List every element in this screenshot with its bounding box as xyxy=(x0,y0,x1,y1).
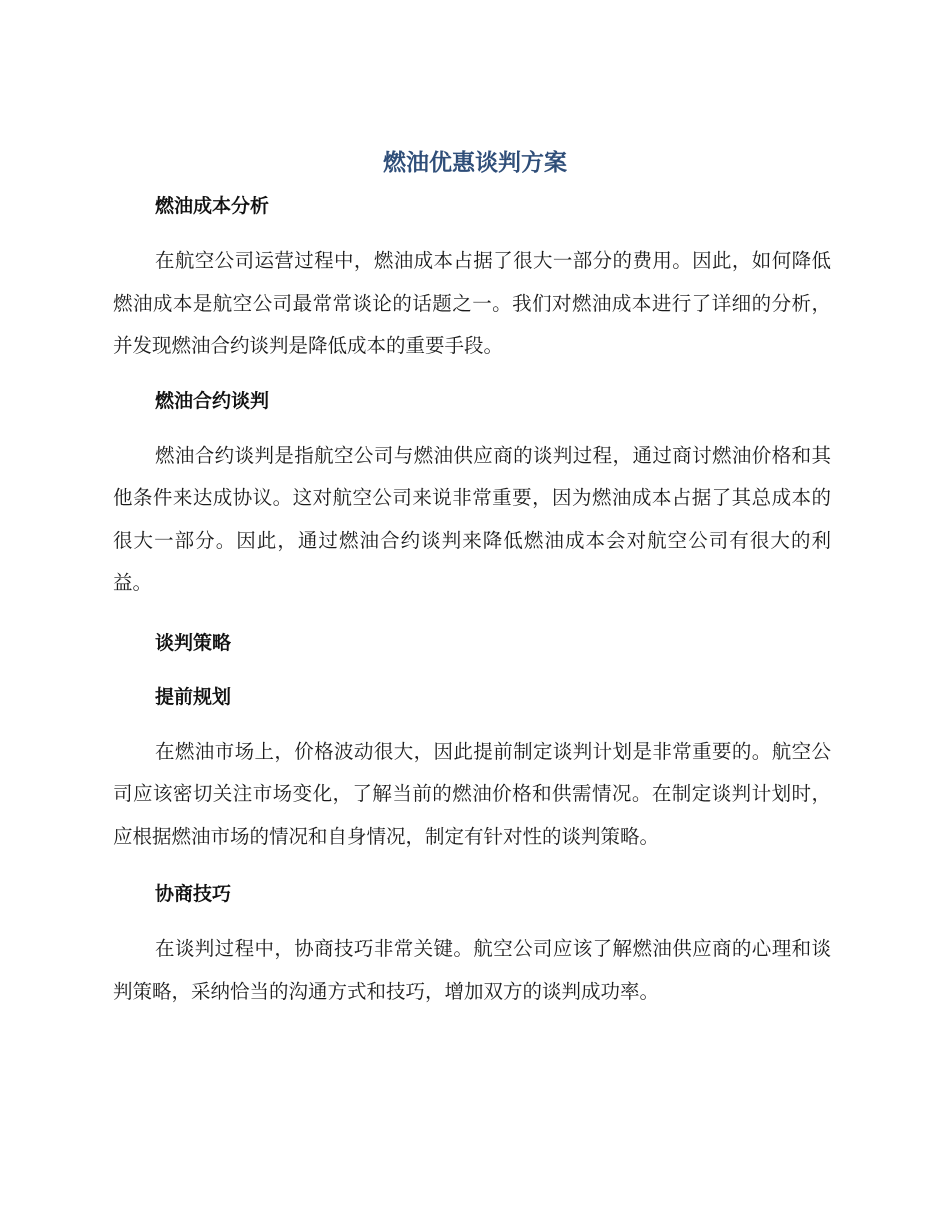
section-paragraph-fuel-cost-analysis: 在航空公司运营过程中，燃油成本占据了很大一部分的费用。因此，如何降低燃油成本是航空公司最常常谈论的话题之一。我们对燃油成本进行了详细的分析，并发现燃油合约谈判是降低成本的重要手段。 xyxy=(113,249,831,357)
section-paragraph-negotiation-skills: 在谈判过程中，协商技巧非常关键。航空公司应该了解燃油供应商的心理和谈判策略，采纳恰当的沟通方式和技巧，增加双方的谈判成功率。 xyxy=(113,937,831,1003)
document-title: 燃油优惠谈判方案 xyxy=(383,150,567,176)
section-heading-fuel-contract-negotiation: 燃油合约谈判 xyxy=(155,389,270,412)
section-paragraph-fuel-contract-negotiation: 燃油合约谈判是指航空公司与燃油供应商的谈判过程，通过商讨燃油价格和其他条件来达成协议。这对航空公司来说非常重要，因为燃油成本占据了其总成本的很大一部分。因此，通过燃油合约谈判来降低燃油成本会对航空公司有很大的利益。 xyxy=(113,443,831,594)
section-heading-advance-planning: 提前规划 xyxy=(155,685,232,708)
document-body xyxy=(113,188,831,1013)
section-heading-fuel-cost-analysis: 燃油成本分析 xyxy=(155,195,270,217)
section-heading-negotiation-skills: 协商技巧 xyxy=(155,883,232,905)
section-heading-negotiation-strategy: 谈判策略 xyxy=(155,631,232,654)
section-paragraph-advance-planning: 在燃油市场上，价格波动很大，因此提前制定谈判计划是非常重要的。航空公司应该密切关注市场变化，了解当前的燃油价格和供需情况。在制定谈判计划时，应根据燃油市场的情况和自身情况，制定有针对性的谈判策略。 xyxy=(113,739,831,848)
